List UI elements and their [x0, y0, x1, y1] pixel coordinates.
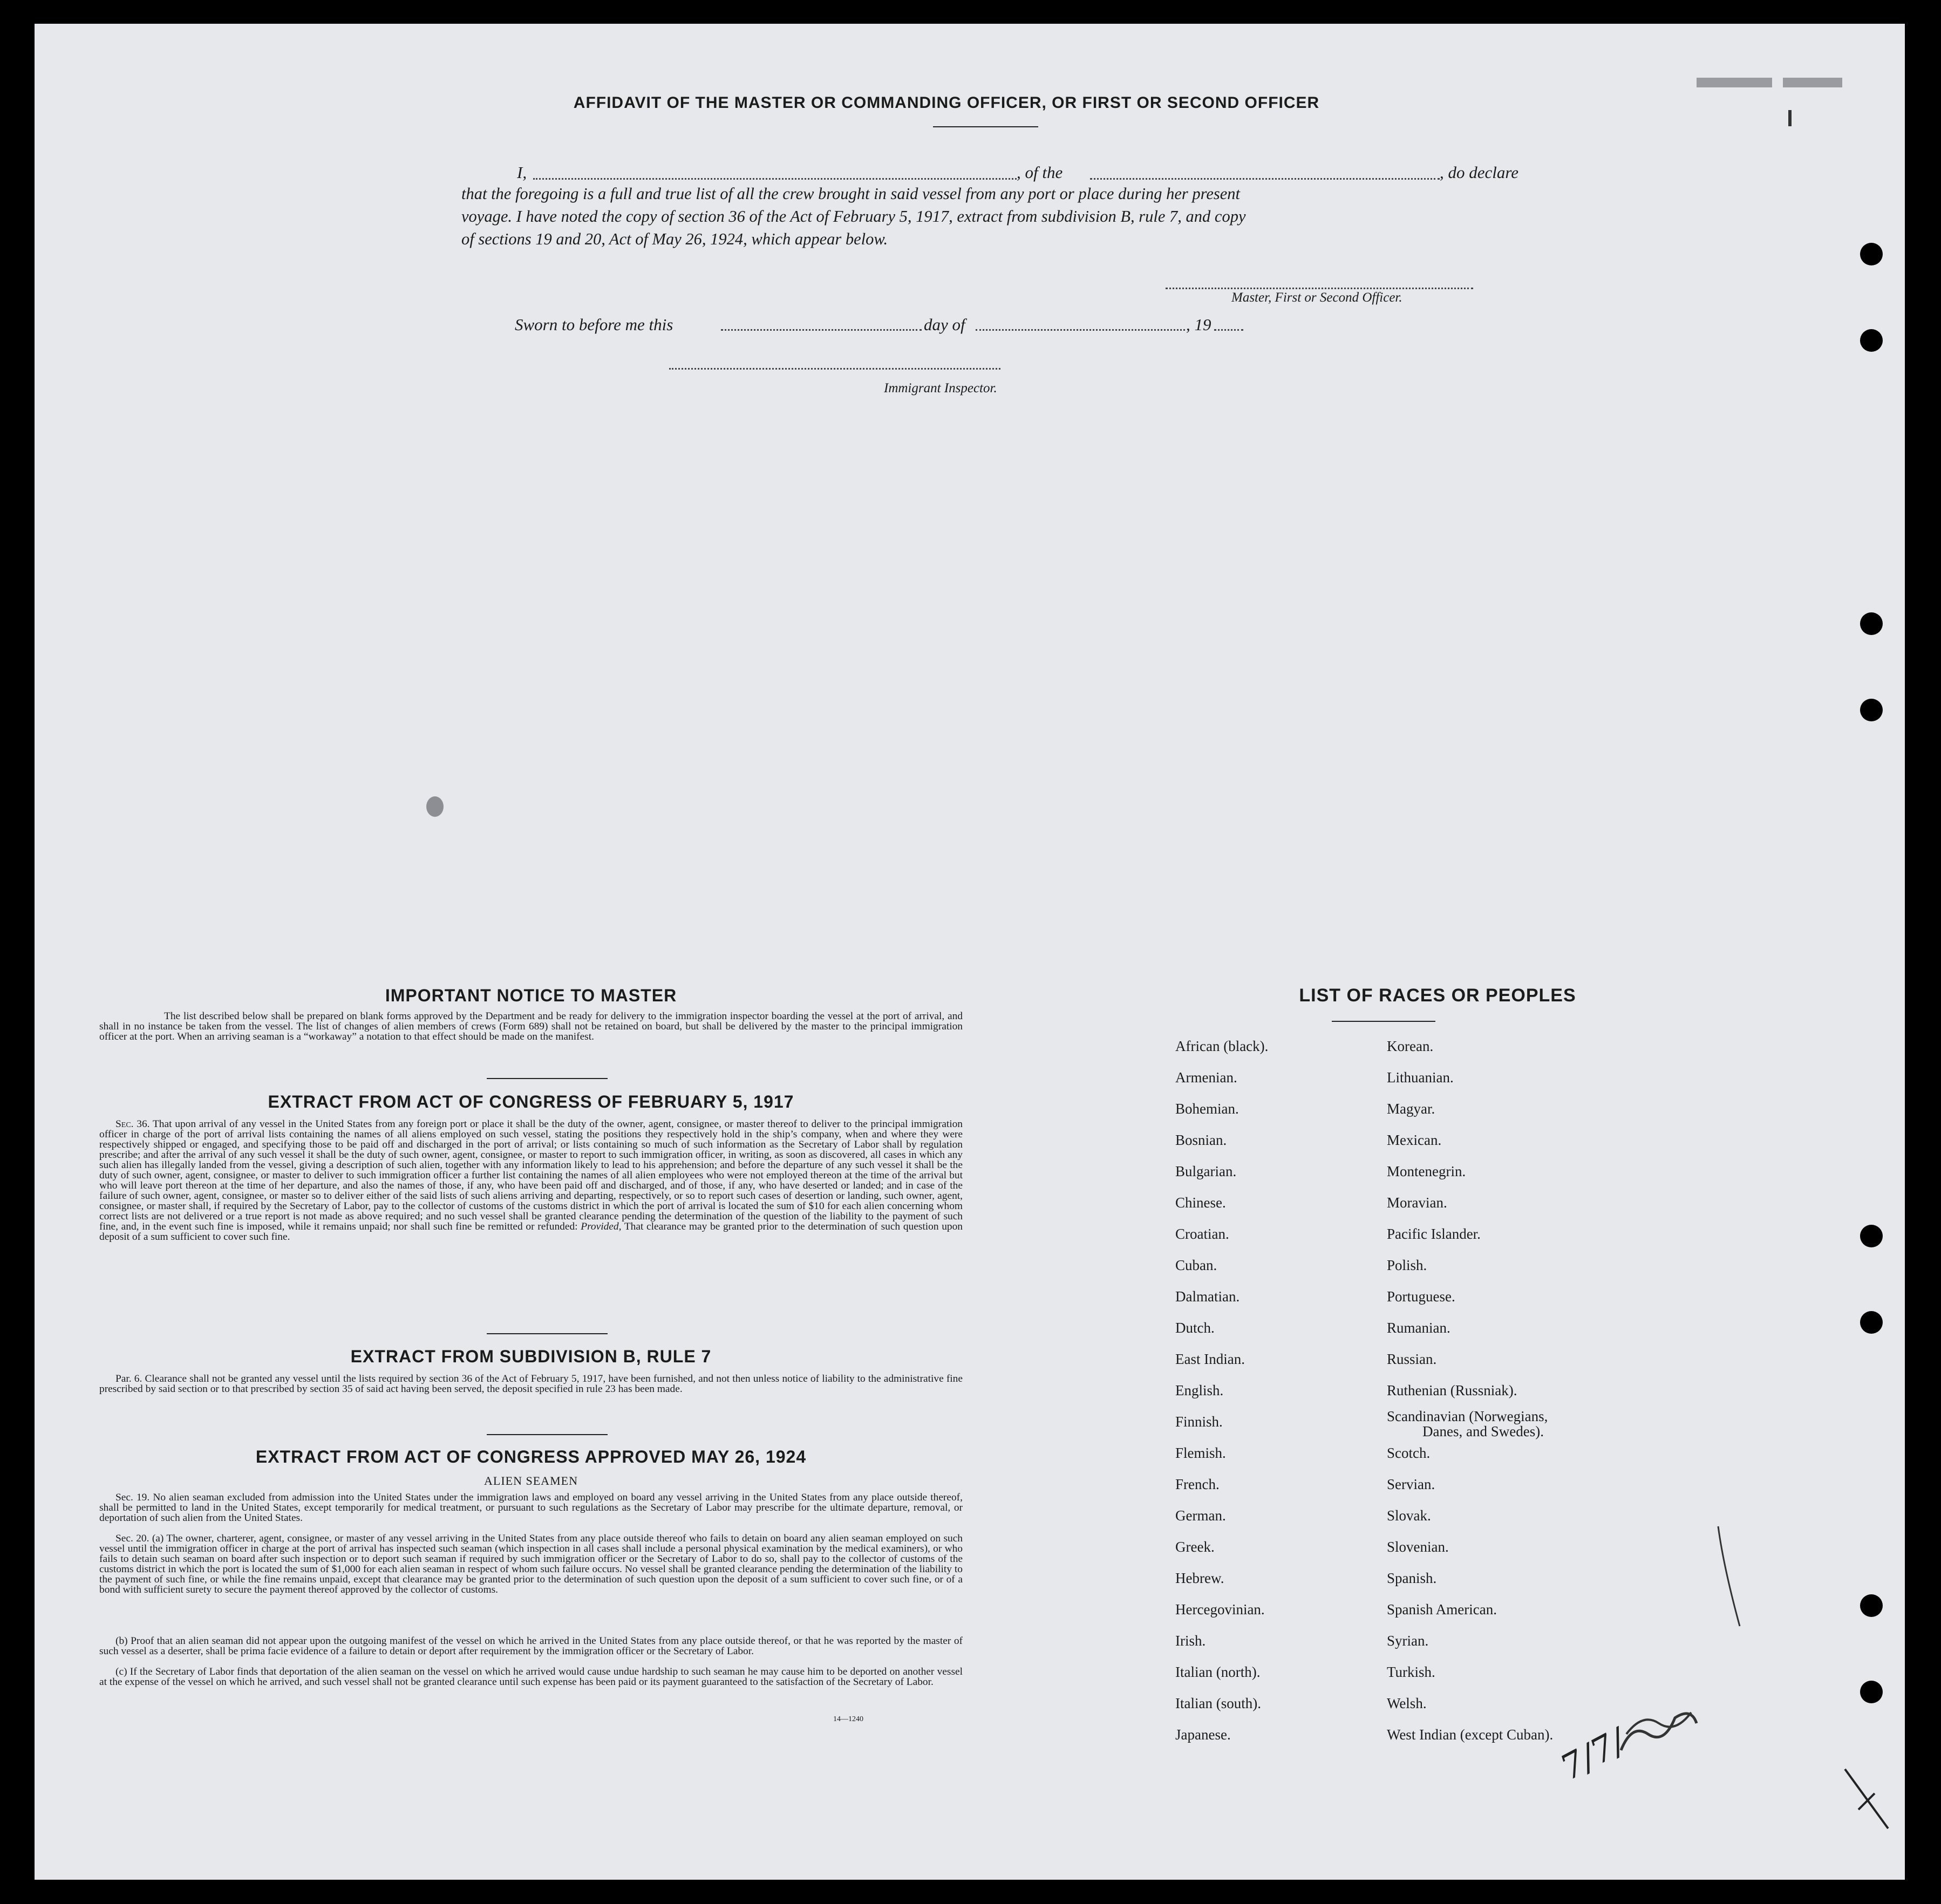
handwritten-note: 7/7/ — [1554, 1722, 1632, 1789]
race-item: Bosnian. — [1175, 1132, 1227, 1148]
title-underline — [933, 126, 1038, 127]
divider-3 — [487, 1434, 608, 1435]
race-item: Danes, and Swedes). — [1422, 1423, 1544, 1439]
race-item: Finnish. — [1175, 1414, 1223, 1430]
race-item: West Indian (except Cuban). — [1387, 1726, 1554, 1743]
race-item: Greek. — [1175, 1539, 1215, 1555]
race-item: Japanese. — [1175, 1726, 1231, 1743]
sec-20a-body: Sec. 20. (a) The owner, charterer, agent, consignee, or master of any vessel arriving in the United States from any place outside thereof who fails to detain on board any alien seaman employed on such vessel until the immigration officer in charge at the port of arrival has inspected such seaman (which inspection in all cases shall include a personal physical examination by the medical examiners), or who fails to detain such seaman on board after such inspection or to deport such seaman if required by such immigration officer or the Secretary of Labor to do so, shall pay to the collector of customs of the customs district in which the port is located the sum of $1,000 for each alien seaman in respect of whom such failure occurs. No vessel shall be granted clearance pending the determination of the liability to the payment of such fine, or while the fine remains unpaid, except that clearance may be granted prior to the determination of such question upon the deposit of a sum sufficient to cover such fine, or of a bond with sufficient surety to secure the payment thereof approved by the collector of customs. — [99, 1533, 963, 1595]
vessel-field — [1090, 178, 1440, 180]
divider-1 — [487, 1078, 608, 1079]
race-item: French. — [1175, 1476, 1220, 1492]
race-item: Scotch. — [1387, 1445, 1431, 1461]
race-item: Scandinavian (Norwegians, — [1387, 1408, 1548, 1424]
day-field — [721, 329, 922, 331]
sec-36-text: That upon arrival of any vessel in the United States from any foreign port or place it shall be the duty of the owner, agent, consignee, or master thereof to deliver to the principal immigration officer in charge of the port of arrival lists containing the names of all aliens employed on such vessel, stating the positions they respectively hold in the ship’s company, when and where they were respectively shipped or engaged, and specifying those to be paid off and discharged in the port of arrival; or lists containing so much of such information as the Secretary of Labor shall by regulation prescribe; and after the arrival of any such vessel it shall be the duty of such owner, agent, consignee, or master to report to such immigration officer, in writing, as soon as discovered, all cases in which any such alien has illegally landed from the vessel, giving a description of such alien, together with any information likely to lead to his apprehension; and before the departure of any such vessel it shall be the duty of such owner, agent, consignee, or master to deliver to such immigration officer a further list containing the names of all alien employees who were not employed thereon at the time of the arrival but who will leave port thereon at the time of her departure, and also the names of those, if any, who have been paid off and discharged, and of those, if any, who have deserted or landed; and in case of the failure of such owner, agent, consignee, or master so to deliver either of the said lists of such aliens arriving and departing, respectively, or so to report such cases of desertion or landing, such owner, agent, consignee, or master shall, if required by the Secretary of Labor, pay to the collector of customs of the customs district in which the port of arrival is located the sum of $10 for each alien concerning whom correct lists are not delivered or a true report is not made as above required; and no such vessel shall be granted clearance pending the determination of the question of the liability to the payment of such fine, and, in the event such fine is imposed, while it remains unpaid; nor shall such fine be remitted or refunded: — [99, 1118, 963, 1232]
punch-hole — [1860, 612, 1883, 635]
master-signature-caption: Master, First or Second Officer. — [1231, 290, 1402, 305]
race-item: Flemish. — [1175, 1445, 1226, 1461]
punch-hole — [1860, 1681, 1883, 1703]
race-item: Bulgarian. — [1175, 1163, 1237, 1179]
sworn-text: Sworn to before me this — [515, 315, 673, 334]
affidavit-line-3: voyage. I have noted the copy of section 36 of the Act of February 5, 1917, extract from subdivision B, rule 7, and copy — [461, 207, 1246, 226]
extract-1917-body — [99, 1119, 963, 1242]
inspector-signature-line — [669, 368, 1000, 370]
handwritten-scribble — [1616, 1702, 1702, 1761]
punch-hole — [1860, 699, 1883, 721]
alien-seamen-subtitle: ALIEN SEAMEN — [484, 1474, 578, 1487]
race-item: Moravian. — [1387, 1195, 1447, 1211]
month-field — [976, 329, 1185, 331]
race-item: Hercegovinian. — [1175, 1601, 1265, 1618]
extract-1924-title: EXTRACT FROM ACT OF CONGRESS APPROVED MAY 26, 1924 — [255, 1447, 807, 1466]
race-item: Irish. — [1175, 1633, 1206, 1649]
bleed-mark — [1697, 78, 1772, 87]
sec-19-body: Sec. 19. No alien seaman excluded from admission into the United States under the immigration laws and employed on board any vessel arriving in the United States from any place outside thereof, shall be permitted to land in the United States, except temporarily for medical treatment, or pursuant to such regulations as the Secretary of Labor may prescribe for the ultimate departure, removal, or deportation of such alien from the United States. — [99, 1492, 963, 1524]
race-item: English. — [1175, 1382, 1224, 1398]
master-signature-line — [1166, 288, 1473, 289]
affidavit-i: I, — [517, 163, 527, 182]
notice-body: The list described below shall be prepared on blank forms approved by the Department and be ready for delivery to the immigration inspector boarding the vessel at the port of arrival, and shall in no instance be taken from the vessel. The list of changes of alien members of crews (Form 689) shall not be retained on board, but shall be delivered by the master to the principal immigration officer at the port. When an arriving seaman is a “workaway” a notation to that effect should be made on the manifest. — [99, 1011, 963, 1042]
provided-word: Provided, — [581, 1221, 622, 1232]
race-item: Welsh. — [1387, 1695, 1427, 1711]
race-item: Korean. — [1387, 1038, 1434, 1054]
document-page — [35, 24, 1905, 1880]
inspector-signature-caption: Immigrant Inspector. — [884, 381, 997, 395]
race-item: Chinese. — [1175, 1195, 1226, 1211]
sec-20b-body: (b) Proof that an alien seaman did not appear upon the outgoing manifest of the vessel on which he arrived in the United States from any place outside thereof, or that he was reported by the master of such vessel as a deserter, shall be prima facie evidence of a failure to detain or deport after requirement by the immigration officer or the Secretary of Labor. — [99, 1635, 963, 1657]
race-item: Syrian. — [1387, 1633, 1429, 1649]
race-item: Slovak. — [1387, 1507, 1431, 1524]
races-title: LIST OF RACES OR PEOPLES — [1299, 985, 1576, 1006]
race-item: Polish. — [1387, 1257, 1427, 1273]
year-prefix: , 19 — [1186, 315, 1211, 334]
race-item: Spanish American. — [1387, 1601, 1497, 1618]
race-item: Italian (south). — [1175, 1695, 1261, 1711]
day-of-text: day of — [924, 315, 965, 334]
race-item: Slovenian. — [1387, 1539, 1449, 1555]
race-item: Armenian. — [1175, 1069, 1237, 1086]
affidavit-line-2: that the foregoing is a full and true list of all the crew brought in said vessel from any port or place during her present — [461, 185, 1241, 203]
race-item: Lithuanian. — [1387, 1069, 1454, 1086]
year-field — [1214, 329, 1243, 331]
race-item: Croatian. — [1175, 1226, 1229, 1242]
affidavit-do-declare: , do declare — [1440, 163, 1519, 182]
extract-1917-title: EXTRACT FROM ACT OF CONGRESS OF FEBRUARY 5, 1917 — [268, 1092, 794, 1111]
notice-title: IMPORTANT NOTICE TO MASTER — [385, 986, 677, 1005]
affidavit-of-the: , of the — [1017, 163, 1063, 182]
race-item: Italian (north). — [1175, 1664, 1261, 1680]
bleed-mark — [1788, 110, 1792, 126]
sec-36-end: That clearance may be granted prior to the determination of such question upon deposit of a sum sufficient to cover such fine. — [99, 1221, 963, 1243]
race-item: Magyar. — [1387, 1101, 1435, 1117]
race-item: Turkish. — [1387, 1664, 1435, 1680]
race-item: African (black). — [1175, 1038, 1269, 1054]
punch-hole — [1860, 243, 1883, 265]
form-number: 14—1240 — [833, 1715, 863, 1723]
race-item: Russian. — [1387, 1351, 1437, 1367]
sec-20c-body: (c) If the Secretary of Labor finds that deportation of the alien seaman on the vessel on which he arrived would cause undue hardship to such seaman he may cause him to be deported on another vessel at the expense of the vessel on which he arrived, and such vessel shall not be granted clearance until such expense has been paid or its payment guaranteed to the satisfaction of the Secretary of Labor. — [99, 1666, 963, 1688]
sec-36-label: Sec. 36. — [115, 1118, 150, 1130]
pen-mark — [1713, 1524, 1745, 1632]
punch-hole — [1860, 1311, 1883, 1334]
ink-smudge — [426, 796, 444, 817]
race-item: East Indian. — [1175, 1351, 1245, 1367]
x-mark — [1842, 1766, 1891, 1831]
punch-hole — [1860, 1225, 1883, 1247]
race-item: German. — [1175, 1507, 1226, 1524]
race-item: Dalmatian. — [1175, 1288, 1240, 1305]
race-item: Spanish. — [1387, 1570, 1437, 1586]
race-item: Dutch. — [1175, 1320, 1215, 1336]
race-item: Rumanian. — [1387, 1320, 1450, 1336]
divider-2 — [487, 1333, 608, 1334]
race-item: Cuban. — [1175, 1257, 1217, 1273]
punch-hole — [1860, 1594, 1883, 1617]
race-item: Pacific Islander. — [1387, 1226, 1481, 1242]
race-item: Hebrew. — [1175, 1570, 1224, 1586]
race-item: Ruthenian (Russniak). — [1387, 1382, 1517, 1398]
races-underline — [1332, 1021, 1435, 1022]
affidavit-line-4: of sections 19 and 20, Act of May 26, 1924, which appear below. — [461, 230, 888, 248]
race-item: Montenegrin. — [1387, 1163, 1466, 1179]
bleed-mark — [1783, 78, 1842, 87]
race-item: Bohemian. — [1175, 1101, 1239, 1117]
rule-7-title: EXTRACT FROM SUBDIVISION B, RULE 7 — [350, 1347, 712, 1366]
name-field — [533, 178, 1017, 180]
rule-7-body: Par. 6. Clearance shall not be granted any vessel until the lists required by section 36 of the Act of February 5, 1917, have been furnished, and not then unless notice of liability to the administrative fine prescribed by said section or to that prescribed by section 35 of said act having been served, the deposit specified in rule 23 has been made. — [99, 1373, 963, 1395]
race-item: Portuguese. — [1387, 1288, 1455, 1305]
affidavit-title: AFFIDAVIT OF THE MASTER OR COMMANDING OFFICER, OR FIRST OR SECOND OFFICER — [573, 94, 1320, 112]
punch-hole — [1860, 329, 1883, 352]
race-item: Servian. — [1387, 1476, 1435, 1492]
race-item: Mexican. — [1387, 1132, 1442, 1148]
